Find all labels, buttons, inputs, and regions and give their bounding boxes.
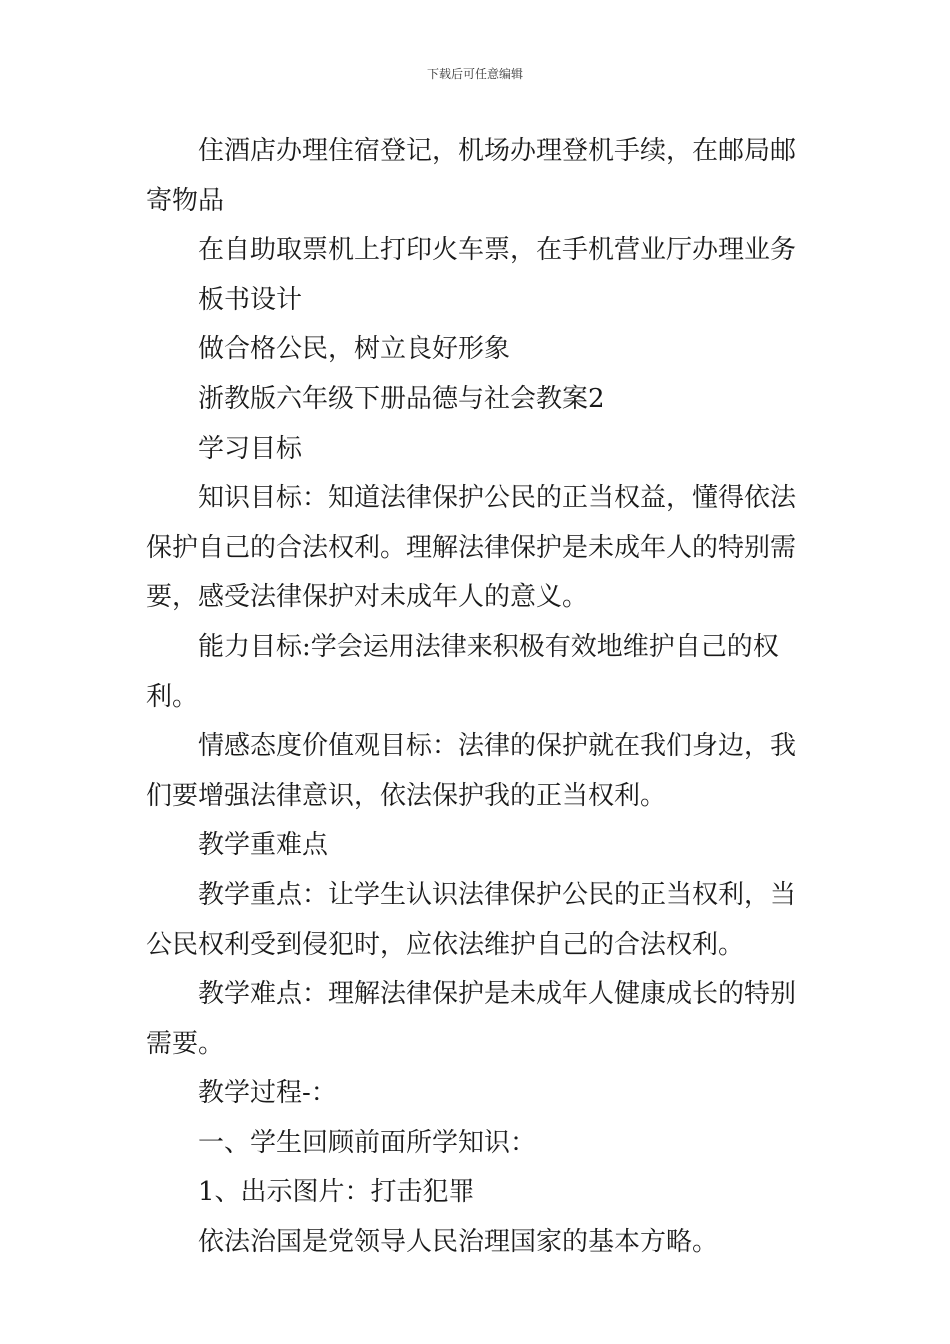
section-heading: 学习目标 bbox=[198, 433, 303, 464]
paragraph: 教学难点：理解法律保护是未成年人健康成长的特别需要。 bbox=[146, 979, 797, 1059]
section-heading: 板书设计 bbox=[198, 284, 303, 315]
document-title: 浙教版六年级下册品德与社会教案2 bbox=[198, 383, 605, 414]
paragraph: 情感态度价值观目标：法律的保护就在我们身边，我们要增强法律意识，依法保护我的正当权利。 bbox=[146, 731, 797, 811]
document-body bbox=[146, 127, 806, 1268]
section-heading: 教学过程-： bbox=[198, 1078, 337, 1109]
paragraph: 能力目标:学会运用法律来积极有效地维护自己的权利。 bbox=[146, 631, 779, 712]
paragraph: 1、出示图片：打击犯罪 bbox=[198, 1177, 475, 1208]
paragraph: 住酒店办理住宿登记，机场办理登机手续，在邮局邮寄物品 bbox=[146, 136, 797, 216]
paragraph: 一、学生回顾前面所学知识： bbox=[198, 1127, 537, 1158]
paragraph: 知识目标：知道法律保护公民的正当权益，懂得依法保护自己的合法权利。理解法律保护是未成年人的特别需要，感受法律保护对未成年人的意义。 bbox=[146, 483, 797, 613]
paragraph: 做合格公民，树立良好形象 bbox=[198, 334, 511, 365]
section-heading: 教学重难点 bbox=[198, 830, 329, 861]
paragraph: 在自助取票机上打印火车票，在手机营业厅办理业务 bbox=[198, 235, 797, 266]
paragraph: 依法治国是党领导人民治理国家的基本方略。 bbox=[198, 1227, 719, 1258]
page-header-note: 下载后可任意编辑 bbox=[426, 67, 523, 81]
paragraph: 教学重点：让学生认识法律保护公民的正当权利，当公民权利受到侵犯时，应依法维护自己的合法权利。 bbox=[146, 879, 797, 960]
